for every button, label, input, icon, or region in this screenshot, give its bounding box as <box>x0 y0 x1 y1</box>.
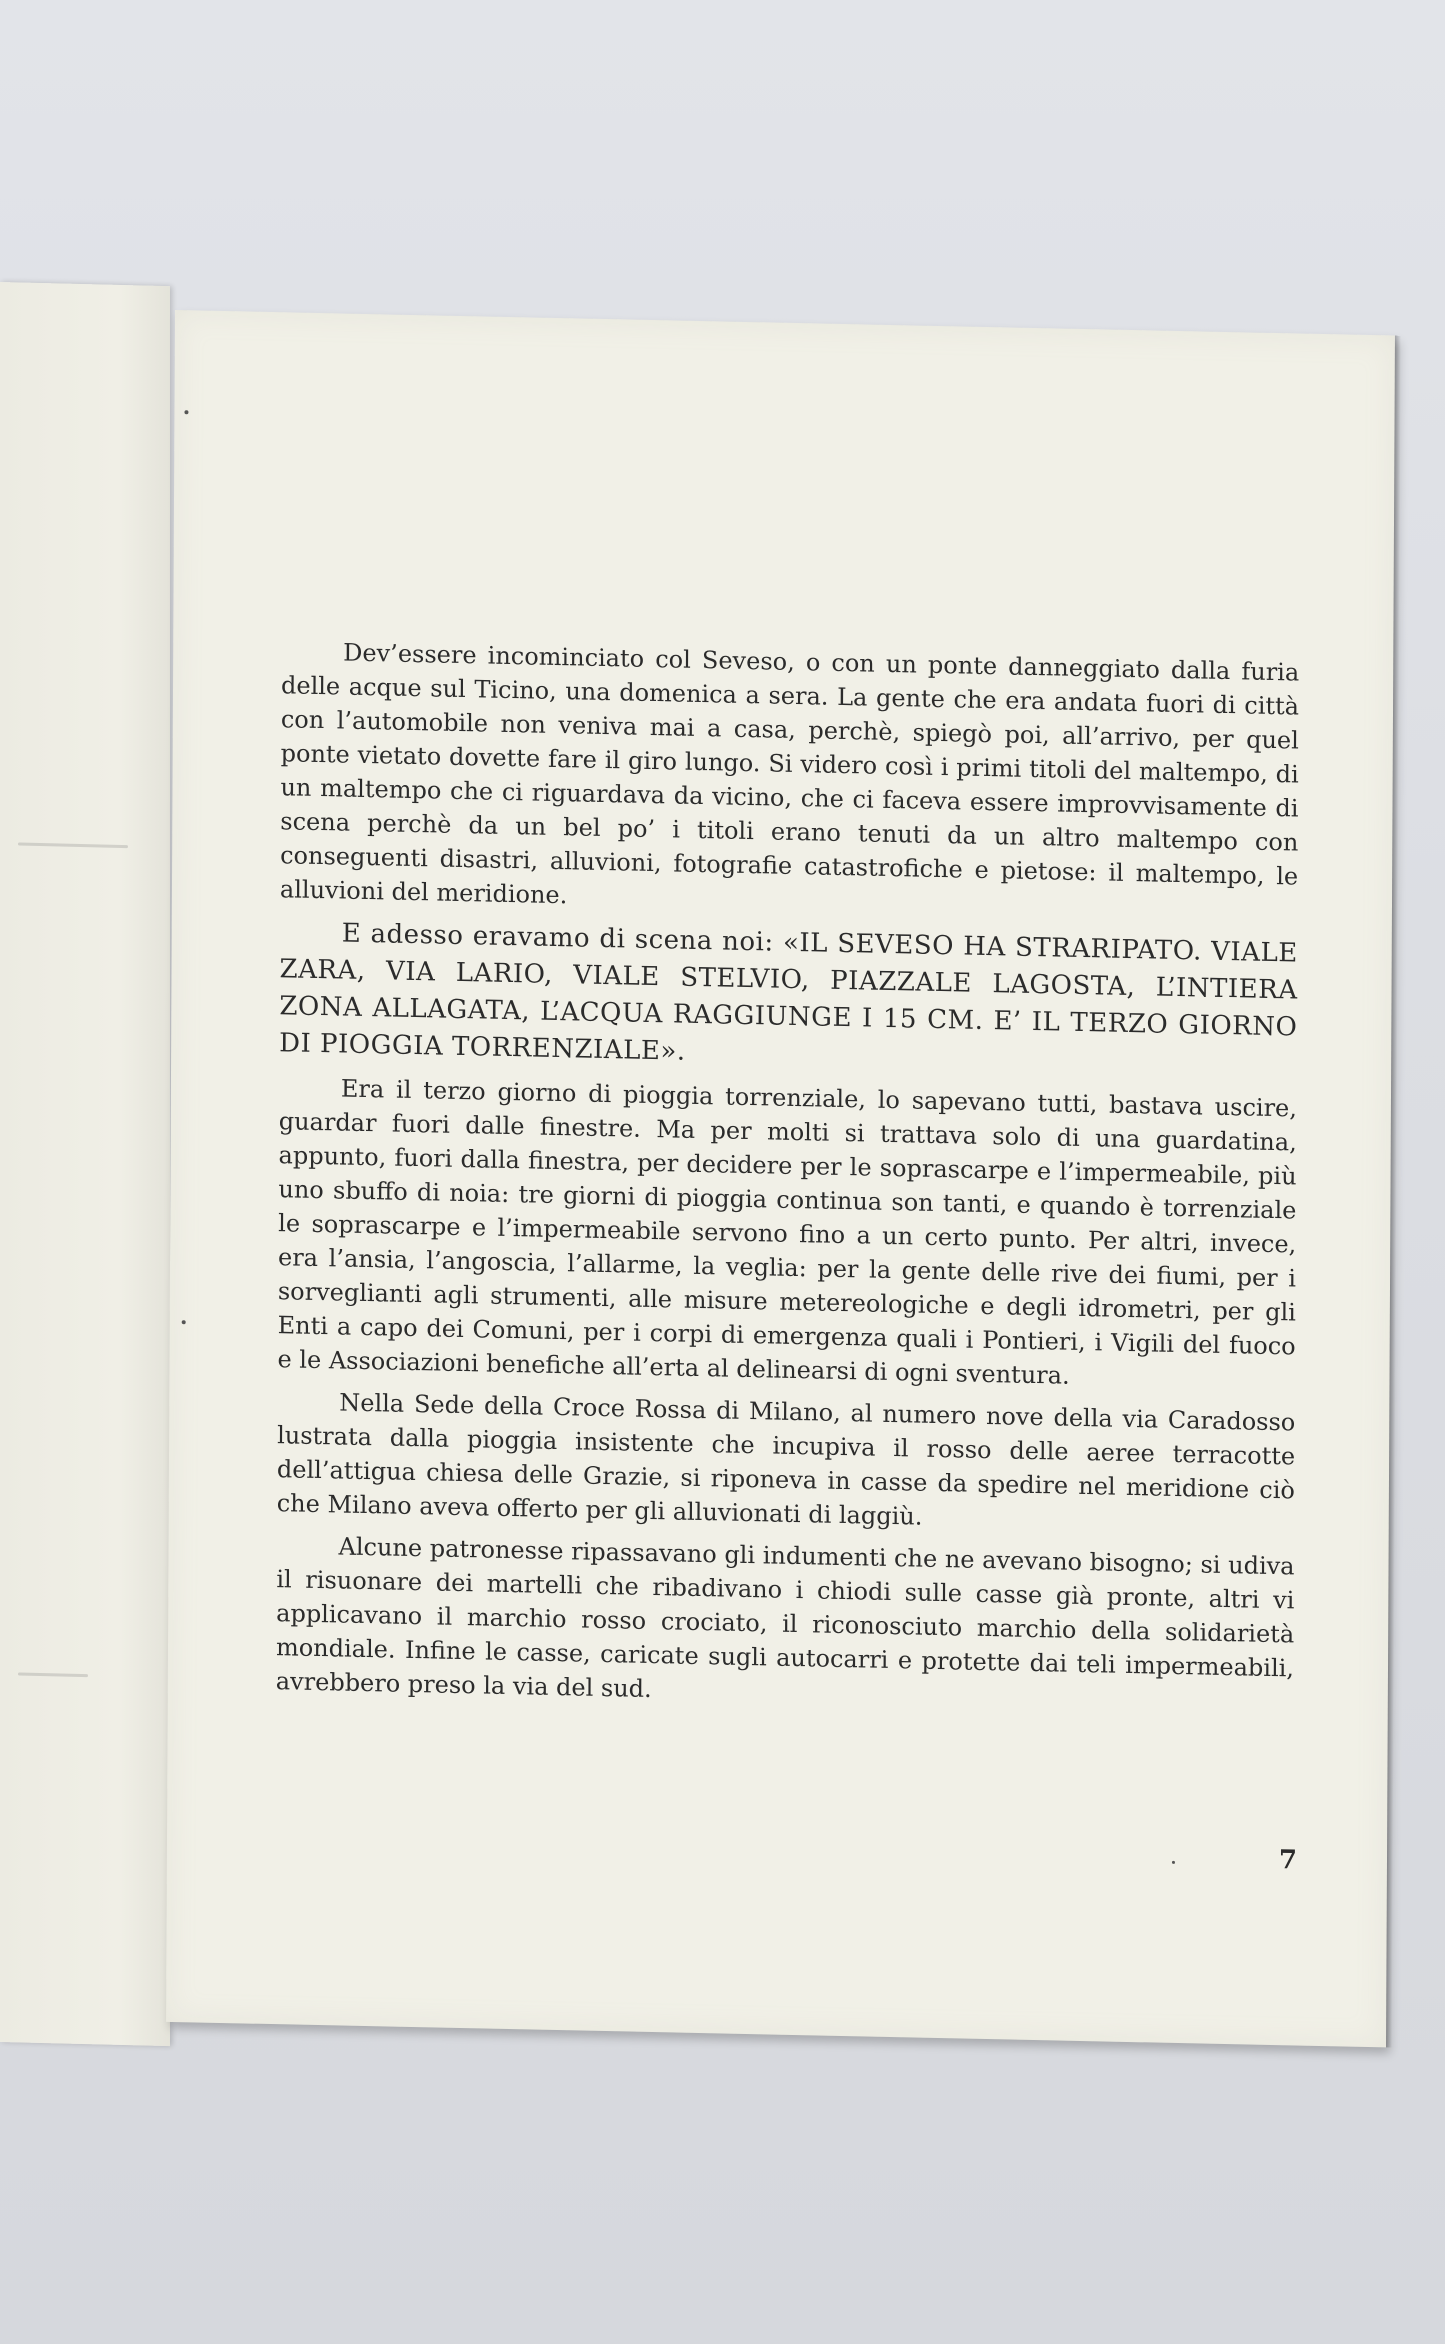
page-mark <box>18 842 128 848</box>
paragraph: Era il terzo giorno di pioggia torrenziale, lo sapevano tutti, bastava uscire, guardar fuori dalle finestre. Ma per molti si trattava solo di una guardatina, appunto, fuori dalla finestra, per decidere per le soprascarpe e l’impermeabile, più uno sbuffo di noia: tre giorni di pioggia continua son tanti, e quando è torrenziale le soprascarpe e l’impermeabile servono fino a un certo punto. Per altri, invece, era l’ansia, l’angoscia, l’allarme, la veglia: per la gente delle rive dei fiumi, per i sorveglianti agli strumenti, alle misure metereologiche e degli idrometri, per gli Enti a capo dei Comuni, per i corpi di emergenza quali i Pontieri, i Vigili del fuoco e le Associazioni benefiche all’erta al delinearsi di ogni sventura. <box>277 1074 1298 1390</box>
book-page <box>166 310 1395 2047</box>
paragraph: Dev’essere incominciato col Seveso, o con un ponte danneggiato dalla furia delle acque sul Ticino, una domenica a sera. La gente che era andata fuori di città con l’automobile non veniva mai a casa, perchè, spiegò poi, all’arrivo, per quel ponte vietato dovette fare il giro lungo. Si videro così i primi titoli del maltempo, di un maltempo che ci riguardava da vicino, che ci faceva essere improvvisamente di scena perchè da un bel po’ i titoli erano tenuti da un altro maltempo con conseguenti disastri, alluvioni, fotografie catastrofiche e pietose: il maltempo, le alluvioni del meridione. <box>279 638 1300 910</box>
paragraph-headline-quote: E adesso eravamo di scena noi: «IL SEVESO HA STRARIPATO. VIALE ZARA, VIA LARIO, VIALE STELVIO, PIAZZALE LAGOSTA, L’INTIERA ZONA ALLAGATA, L’ACQUA RAGGIUNGE I 15 CM. E’ IL TERZO GIORNO DI PIOGGIA TORRENZIALE». <box>279 918 1298 1067</box>
paragraph: Nella Sede della Croce Rossa di Milano, al numero nove della via Caradosso lustrata dalla pioggia insistente che incupiva il rosso delle aeree terracotte dell’attigua chiesa delle Grazie, si riponeva in casse da spedire nel meridione ciò che Milano aveva offerto per gli alluvionati di laggiù. <box>276 1388 1296 1531</box>
left-page-edge <box>0 282 170 2046</box>
page-number: 7 <box>1278 1845 1298 1876</box>
paper-speck <box>184 410 188 414</box>
page-edge-shadow <box>1386 336 1401 2048</box>
paragraph: Alcune patronesse ripassavano gli indumenti che ne avevano bisogno; si udiva il risuonare dei martelli che ribadivano i chiodi sulle casse già pronte, altri vi applicavano il marchio rosso crociato, il riconosciuto marchio della solidarietà mondiale. Infine le casse, caricate sugli autocarri e protette dai teli impermeabili, avrebbero preso la via del sud. <box>275 1532 1295 1704</box>
page-mark <box>18 1672 88 1677</box>
body-text <box>276 634 1300 1727</box>
paper-speck <box>1172 1861 1175 1864</box>
paper-speck <box>182 1320 186 1324</box>
